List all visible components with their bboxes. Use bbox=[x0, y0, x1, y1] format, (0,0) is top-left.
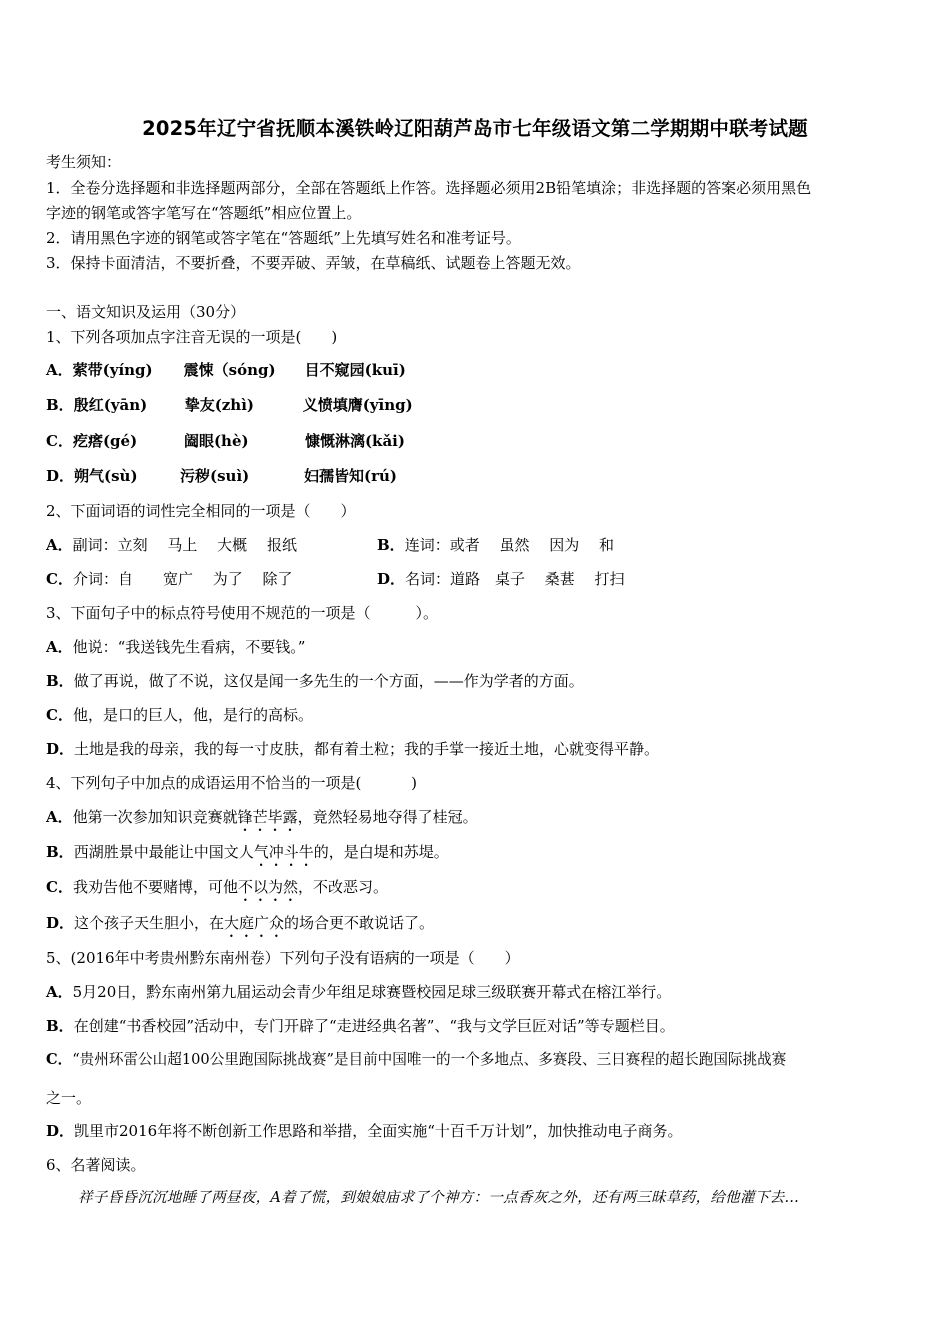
option-label: D． bbox=[46, 740, 75, 758]
option-text-pre: 这个孩子天生胆小，在 bbox=[74, 914, 225, 932]
option-text: 5月20日，黔东南州第九届运动会青少年组足球赛暨校园足球三级联赛开幕式在榕江举行。 bbox=[72, 983, 672, 1001]
dotted-idiom: 锋芒毕露 bbox=[237, 808, 298, 826]
q3-option-c bbox=[46, 705, 313, 725]
notice-line-1a: 1．全卷分选择题和非选择题两部分，全部在答题纸上作答。选择题必须用2B铅笔填涂；非选择题的答案必须用黑色 bbox=[46, 179, 812, 197]
option-label: A． bbox=[46, 361, 73, 379]
q1-option-c bbox=[46, 431, 405, 451]
q4-option-d bbox=[46, 913, 434, 941]
q5-stem: 5、(2016年中考贵州黔东南州卷）下列句子没有语病的一项是（ ） bbox=[46, 949, 520, 967]
option-label: D． bbox=[46, 1122, 75, 1140]
q1-b-item-3: 义愤填膺(yīng) bbox=[302, 396, 413, 414]
option-text: 土地是我的母亲，我的每一寸皮肤，都有着土粒；我的手掌一接近土地，心就变得平静。 bbox=[74, 740, 660, 758]
notice-heading: 考生须知： bbox=[46, 153, 122, 171]
option-text: 他说：“我送钱先生看病，不要钱。” bbox=[72, 638, 306, 656]
q2-option-d bbox=[377, 569, 625, 589]
q2-stem: 2、下面词语的词性完全相同的一项是（ ） bbox=[46, 502, 356, 520]
option-text: 副词：立刻 马上 大概 报纸 bbox=[72, 536, 297, 554]
q1-a-item-1: 萦带(yíng) bbox=[72, 361, 153, 379]
q5-option-d bbox=[46, 1121, 683, 1141]
q2-option-a bbox=[46, 535, 377, 555]
q3-option-b bbox=[46, 671, 584, 691]
q5-option-c-continued: 之一。 bbox=[46, 1089, 92, 1107]
q1-stem: 1、下列各项加点字注音无误的一项是( ) bbox=[46, 328, 338, 346]
q1-d-item-2: 污秽(suì) bbox=[180, 467, 250, 485]
option-text: 介词：自 宽广 为了 除了 bbox=[72, 570, 293, 588]
notice-line-2: 2．请用黑色字迹的钢笔或答字笔在“答题纸”上先填写姓名和准考证号。 bbox=[46, 229, 521, 247]
q4-stem: 4、下列句子中加点的成语运用不恰当的一项是( ) bbox=[46, 774, 418, 792]
q2-option-c bbox=[46, 569, 377, 589]
option-label: A． bbox=[46, 638, 73, 656]
q3-option-a bbox=[46, 637, 305, 657]
q4-option-a bbox=[46, 807, 478, 835]
option-text-pre: 我劝告他不要赌博，可他 bbox=[72, 878, 238, 896]
q1-a-item-3: 目不窥园(kuī) bbox=[304, 361, 406, 379]
option-label: D． bbox=[46, 467, 75, 485]
q1-a-item-2: 震悚（sóng) bbox=[183, 361, 276, 379]
option-label: C． bbox=[46, 706, 73, 724]
q1-c-item-2: 阖眼(hè) bbox=[183, 432, 249, 450]
option-text-pre: 他第一次参加知识竞赛就 bbox=[72, 808, 238, 826]
option-text: 凯里市2016年将不断创新工作思路和举措，全面实施“十百千万计划”，加快推动电子商务。 bbox=[74, 1122, 683, 1140]
notice-line-3: 3．保持卡面清洁，不要折叠，不要弄破、弄皱，在草稿纸、试题卷上答题无效。 bbox=[46, 254, 581, 272]
q1-d-item-1: 朔气(sù) bbox=[74, 467, 138, 485]
option-label: B． bbox=[46, 672, 74, 690]
option-label: B． bbox=[46, 843, 74, 861]
option-text: 连词：或者 虽然 因为 和 bbox=[404, 536, 614, 554]
option-text: 他，是口的巨人，他，是行的高标。 bbox=[72, 706, 313, 724]
option-label: C． bbox=[46, 432, 73, 450]
q6-stem: 6、名著阅读。 bbox=[46, 1156, 146, 1174]
q3-option-d bbox=[46, 739, 659, 759]
dotted-idiom: 不以为然 bbox=[237, 878, 298, 896]
q1-b-item-2: 挚友(zhì) bbox=[184, 396, 255, 414]
q5-option-c bbox=[46, 1050, 786, 1070]
option-label: D． bbox=[377, 570, 406, 588]
dotted-idiom: 气冲斗牛 bbox=[253, 843, 314, 861]
q1-c-item-1: 疙瘩(gé) bbox=[72, 432, 138, 450]
option-text-post: ，竟然轻易地夺得了桂冠。 bbox=[297, 808, 478, 826]
q4-option-b bbox=[46, 842, 449, 870]
notice-line-1b: 字迹的钢笔或答字笔写在“答题纸”相应位置上。 bbox=[46, 204, 362, 222]
q1-c-item-3: 慷慨淋漓(kǎi) bbox=[304, 432, 405, 450]
option-label: B． bbox=[46, 1017, 74, 1035]
q1-b-item-1: 殷红(yān) bbox=[73, 396, 148, 414]
option-label: C． bbox=[46, 570, 73, 588]
q2-option-b bbox=[377, 535, 614, 555]
q6-passage: 祥子昏昏沉沉地睡了两昼夜，A着了慌，到娘娘庙求了个神方：一点香灰之外，还有两三昧草药，给他灌下去… bbox=[78, 1190, 800, 1206]
option-label: A． bbox=[46, 536, 73, 554]
option-label: B． bbox=[46, 396, 74, 414]
q3-stem: 3、下面句子中的标点符号使用不规范的一项是（ ）。 bbox=[46, 604, 439, 622]
page-title: 2025年辽宁省抚顺本溪铁岭辽阳葫芦岛市七年级语文第二学期期中联考试题 bbox=[142, 117, 808, 140]
option-text: “贵州环雷公山超100公里跑国际挑战赛”是目前中国唯一的一个多地点、多赛段、三日赛程的超长跑国际挑战赛 bbox=[72, 1051, 787, 1068]
option-label: C． bbox=[46, 878, 73, 896]
option-text-post: ，不改恶习。 bbox=[297, 878, 388, 896]
option-label: B． bbox=[377, 536, 405, 554]
q1-option-a bbox=[46, 360, 406, 380]
q2-options-ab bbox=[46, 535, 614, 555]
option-text: 做了再说，做了不说，这仅是闻一多先生的一个方面，——作为学者的方面。 bbox=[73, 672, 584, 690]
option-label: A． bbox=[46, 808, 73, 826]
q1-option-b bbox=[46, 395, 413, 415]
section-heading: 一、语文知识及运用（30分） bbox=[46, 303, 246, 321]
option-label: C． bbox=[46, 1051, 73, 1068]
q5-option-b bbox=[46, 1016, 675, 1036]
q2-options-cd bbox=[46, 569, 625, 589]
q1-option-d bbox=[46, 466, 397, 486]
dotted-idiom: 大庭广众 bbox=[224, 914, 285, 932]
option-label: A． bbox=[46, 983, 73, 1001]
q5-option-a bbox=[46, 982, 671, 1002]
option-label: D． bbox=[46, 914, 75, 932]
q4-option-c bbox=[46, 877, 388, 905]
option-text-post: 的场合更不敢说话了。 bbox=[284, 914, 435, 932]
option-text-pre: 西湖胜景中最能让中国文人 bbox=[73, 843, 254, 861]
option-text: 名词：道路 桌子 桑葚 打扫 bbox=[405, 570, 625, 588]
option-text: 在创建“书香校园”活动中，专门开辟了“走进经典名著”、“我与文学巨匠对话”等专题栏目。 bbox=[73, 1017, 675, 1035]
option-text-post: 的，是白堤和苏堤。 bbox=[313, 843, 449, 861]
q1-d-item-3: 妇孺皆知(rú) bbox=[304, 467, 398, 485]
